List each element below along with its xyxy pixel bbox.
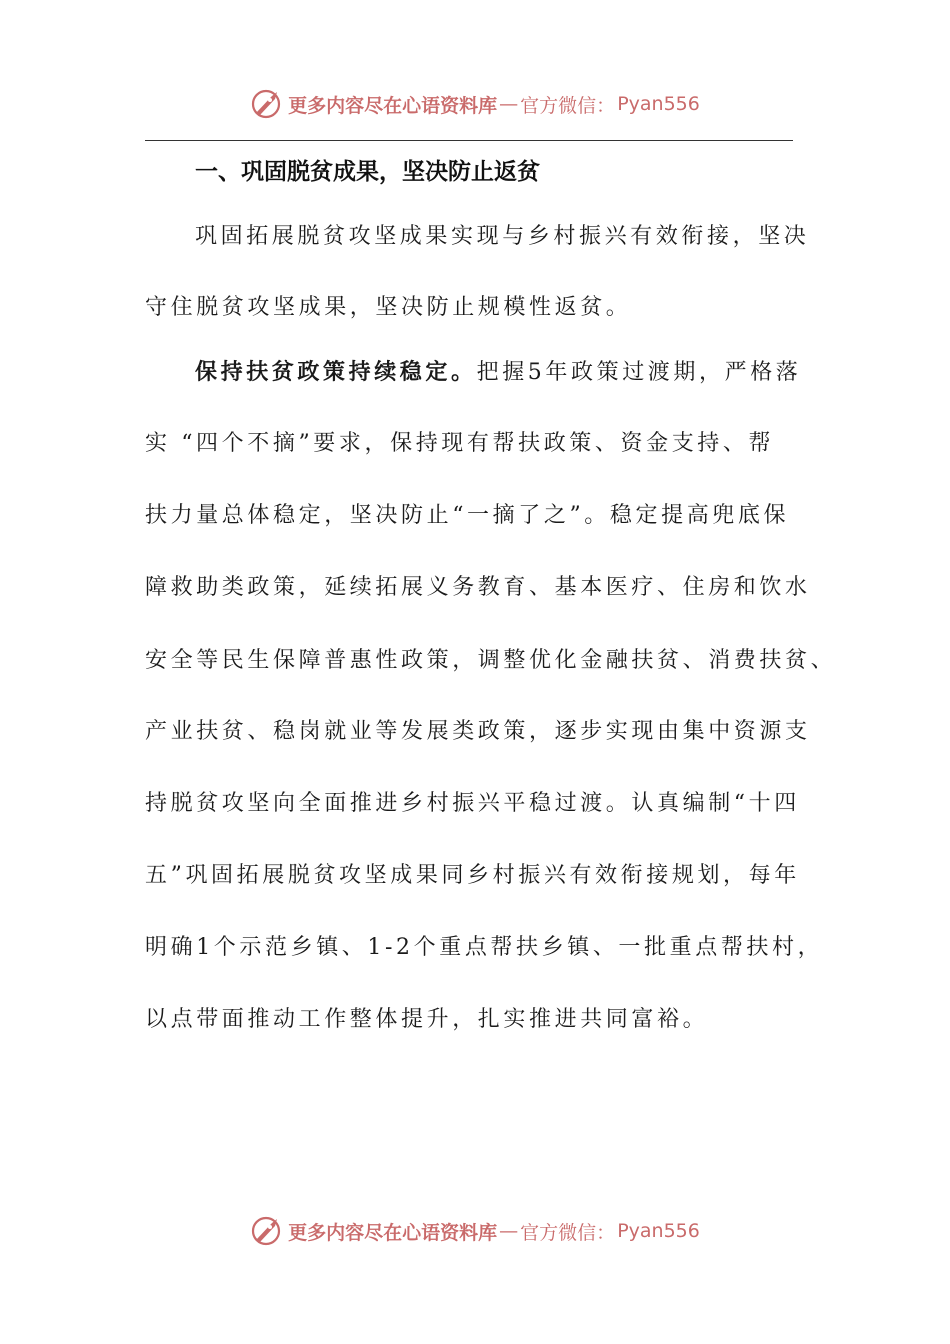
paragraph-line: 障救助类政策，延续拓展义务教育、基本医疗、住房和饮水: [145, 575, 811, 600]
banner-brand: 更多内容尽在心语资料库: [288, 94, 498, 117]
pen-logo-icon: [250, 87, 284, 121]
pen-logo-icon: [250, 1214, 284, 1248]
paragraph-line: 明确1个示范乡镇、1-2个重点帮扶乡镇、一批重点帮扶村，: [145, 935, 824, 960]
paragraph-line: [195, 352, 895, 392]
paragraph-line: 实 “四个不摘”要求，保持现有帮扶政策、资金支持、帮: [145, 431, 775, 456]
paragraph-line: 以点带面推动工作整体提升，扎实推进共同富裕。: [145, 1007, 709, 1032]
banner-wechat-label: 官方微信：: [520, 1221, 616, 1244]
paragraph-line: 守住脱贫攻坚成果，坚决防止规模性返贫。: [145, 295, 632, 320]
paragraph-line: 安全等民生保障普惠性政策，调整优化金融扶贫、消费扶贫、: [145, 648, 837, 673]
paragraph-line: 巩固拓展脱贫攻坚成果实现与乡村振兴有效衔接，坚决: [195, 224, 810, 249]
header-divider: [145, 140, 793, 141]
paragraph-line: 产业扶贫、稳岗就业等发展类政策，逐步实现由集中资源支: [145, 719, 811, 744]
paragraph-lead-in: 保持扶贫政策持续稳定。: [195, 359, 477, 385]
banner-dash: —: [499, 1220, 519, 1242]
paragraph-line: 扶力量总体稳定，坚决防止“一摘了之”。稳定提高兜底保: [145, 503, 790, 528]
paragraph-line-rest: 把握5年政策过渡期，严格落: [476, 360, 802, 385]
banner-wechat-id: Pyan556: [617, 93, 700, 115]
header-banner: [0, 84, 950, 124]
footer-banner: [0, 1211, 950, 1251]
banner-brand: 更多内容尽在心语资料库: [288, 1221, 498, 1244]
section-heading: 一、巩固脱贫成果，坚决防止返贫: [195, 159, 540, 185]
paragraph-line: 五”巩固拓展脱贫攻坚成果同乡村振兴有效衔接规划，每年: [145, 863, 800, 888]
banner-wechat-label: 官方微信：: [520, 94, 616, 117]
paragraph-line: 持脱贫攻坚向全面推进乡村振兴平稳过渡。认真编制“十四: [145, 791, 800, 816]
banner-dash: —: [499, 93, 519, 115]
banner-wechat-id: Pyan556: [617, 1220, 700, 1242]
